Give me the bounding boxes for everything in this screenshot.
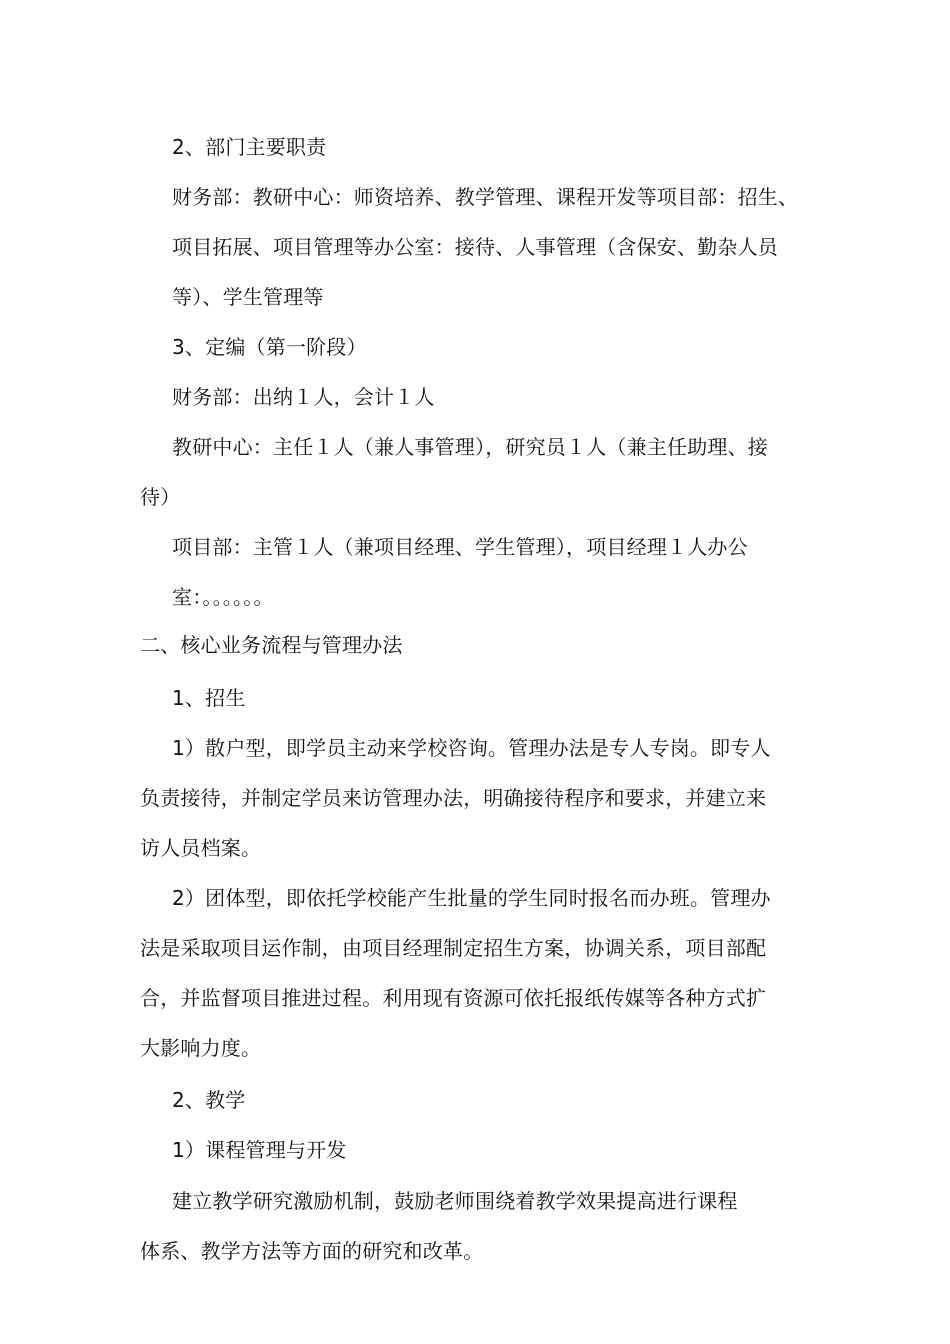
chapter-heading: 二、核心业务流程与管理办法 [140,633,403,657]
paragraph-line: 合，并监督项目推进过程。利用现有资源可依托报纸传媒等各种方式扩 [140,986,767,1010]
subsection-heading-course: 1）课程管理与开发 [172,1138,347,1162]
paragraph-line: 财务部：教研中心：师资培养、教学管理、课程开发等项目部：招生、 [172,185,799,209]
paragraph-line: 体系、教学方法等方面的研究和改革。 [140,1239,484,1263]
paragraph-line: 2）团体型，即依托学校能产生批量的学生同时报名而办班。管理办 [172,886,771,910]
paragraph-line: 室：。。。。。。 [172,585,274,609]
paragraph-line: 项目部：主管１人（兼项目经理、学生管理），项目经理１人办公 [172,535,748,559]
paragraph-line: 访人员档案。 [140,836,262,860]
section-heading-duties: 2、部门主要职责 [172,135,327,159]
section-heading-staffing: 3、定编（第一阶段） [172,335,367,359]
paragraph-line: 等）、学生管理等 [172,285,324,309]
section-heading-enrollment: 1、招生 [172,686,246,710]
paragraph-line: 待） [140,485,181,509]
paragraph-line: 教研中心：主任１人（兼人事管理），研究员１人（兼主任助理、接 [172,435,768,459]
paragraph-line: 建立教学研究激励机制，鼓励老师围绕着教学效果提高进行课程 [172,1189,738,1213]
section-heading-teaching: 2、教学 [172,1088,246,1112]
paragraph-line: 法是采取项目运作制，由项目经理制定招生方案，协调关系，项目部配 [140,936,767,960]
paragraph-line: 负责接待，并制定学员来访管理办法，明确接待程序和要求，并建立来 [140,786,767,810]
paragraph-line: 项目拓展、项目管理等办公室：接待、人事管理（含保安、勤杂人员 [172,235,778,259]
paragraph-line: 大影响力度。 [140,1036,262,1060]
paragraph-line: 1）散户型，即学员主动来学校咨询。管理办法是专人专岗。即专人 [172,736,771,760]
paragraph-line: 财务部：出纳１人，会计１人 [172,385,435,409]
